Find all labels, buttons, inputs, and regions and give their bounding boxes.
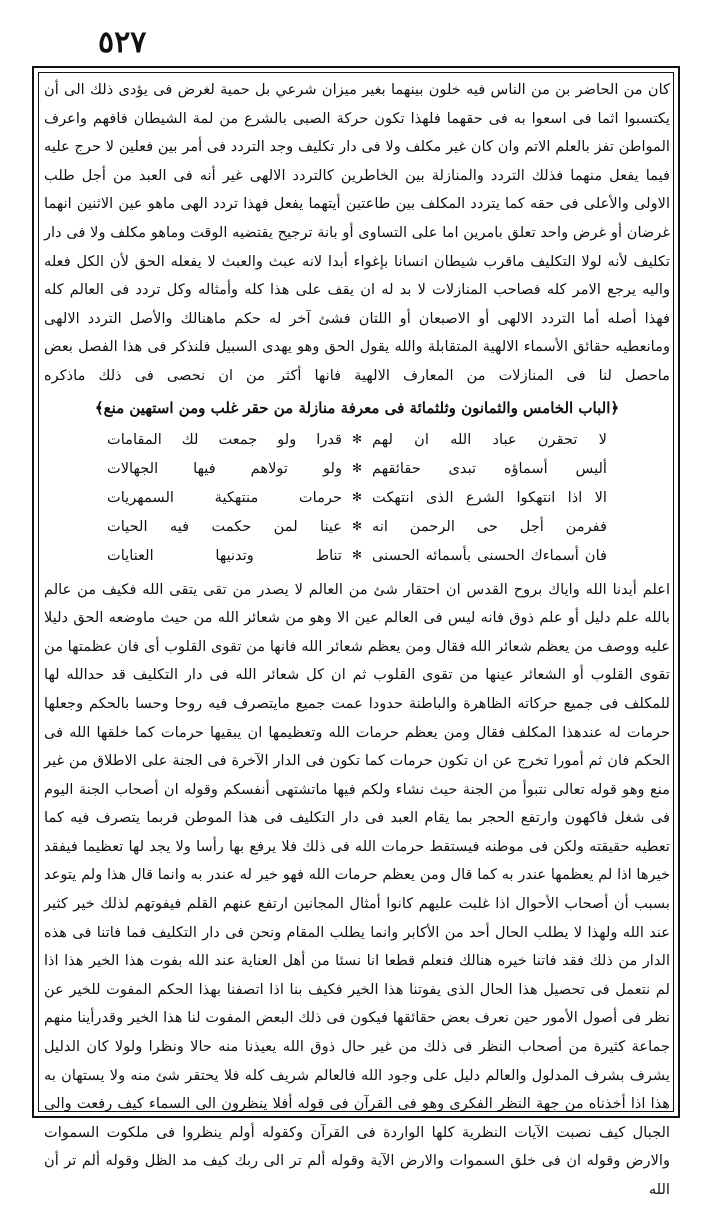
chapter-heading: ﴿الباب الخامس والثمانون وثلثمائة فى معرفة منازلة من حقر غلب ومن استهين منع﴾ [94, 398, 620, 417]
star-separator-icon: ✻ [351, 431, 363, 446]
verse [107, 425, 607, 454]
poem [107, 425, 607, 570]
star-separator-icon: ✻ [351, 547, 363, 562]
verse-second-hemistich: تناط وتدنيها العنايات [107, 546, 342, 564]
star-separator-icon: ✻ [351, 518, 363, 533]
page-number: ٥٢٧ [98, 25, 147, 60]
verse [107, 541, 607, 570]
verse-second-hemistich: ولو تولاهم فيها الجهالات [107, 459, 342, 477]
paragraph-main: اعلم أيدنا الله واياك بروح القدس ان احتقار شئ من العالم لا يصدر من تقى يتقى الله فكيف من عالم بالله علم دليل أو علم ذوق فانه ليس فى العالم عين الا وهو من شعائر الله من حيث ماوضعه الحق دليلا عليه ووصف من يعظم شعائر الله فقال ومن يعظم شعائر الله فانها من تقوى القلوب أى فان عظمتها من تقوى القلوب أو الشعائر عينها من تقوى القلوب ثم ان كل شعائر الله فى دار التكليف قد حدالله لها للمكلف فى جميع حركاته الظاهرة والباطنة حدودا عمت جميع مايتصرف فيه روحا وحسا بالحكم وجعلها حرمات له عندهذا المكلف فقال ومن يعظم حرمات الله وتعظيمها ان يبقيها حرمات كما خلقها الله فى الحكم فان ثم أمورا تخرج عن ان تكون حرمات كما تكون فى الدار الآخرة فى الجنة على الاطلاق من غير منع وهو قوله تعالى نتبوأ من الجنة حيث نشاء ولكم فيها ماتشتهى أنفسكم وقوله ان أصحاب الجنة اليوم فى شغل فاكهون وارتفع الحجر بما يقام العبد فى دار التكليف فى هذا الموطن فربما يتصرف فيه كما تعطيه حقيقته ولكن فى موطنه فيستقط حرمات الله فى ذلك فلا يرفع بها رأسا ولا يجد لها تعظيما فيفقد خيرها اذا لم يعظمها عندر به كما قال ومن يعظم حرمات الله فهو خير له عندر به وانما قال هذا ولم يتوعد بسبب أن أصحاب الأحوال اذا غلبت عليهم كانوا أمثال المجانين ارتفع عنهم القلم فيفوتهم لذلك خير كثير عند الله ولهذا لا يطلب الحال أحد من الأكابر وانما يطلب المقام ونحن فى دار التكليف فما فاتنا فى هذه الدار من ذلك فقد فاتنا خيره هنالك فنعلم قطعا انا نسئا من أهل العناية عند الله بفوت هذا الخير هذا اذا لم نتعمل فى تحصيل هذا الحال الذى يفوتنا هذا الخير فكيف بنا اذا اتصفنا بهذا الحكم المفوت للخير عن نظر فى أصول الأمور حين نعرف بعض حقائقها فيكون فى ذلك البعض المفوت لنا هذا الخير وقدرأينا منهم جماعة كثيرة من أصحاب النظر فى ذلك من غير حال ذوق الله يعيذنا منه حالا ونظرا ولولا كان الدليل يشرف بشرف المدلول والعالم دليل على وجود الله فالعالم شريف كله فلا يحتقر شئ منه ولا يستهان به هذا اذا أخذناه من جهة النظر الفكرى وهو فى القرآن فى قوله أفلا ينظرون الى السماء كيف رفعت والى الجبال كيف نصبت الآيات النظرية كلها الواردة فى القرآن وكقوله أولم ينظروا فى ملكوت السموات والارض وقوله ان فى خلق السموات والارض الآية وقوله ألم تر الى ربك كيف مد الظل وقوله ألم تر أن الله [44, 580, 670, 1198]
verse-first-hemistich: ففرمن أجل حى الرحمن انه [372, 517, 607, 535]
star-separator-icon: ✻ [351, 489, 363, 504]
page-body [44, 76, 670, 1205]
verse-second-hemistich: قدرا ولو جمعت لك المقامات [107, 430, 342, 448]
verse-first-hemistich: أليس أسماؤه تبدى حقائقهم [372, 459, 607, 477]
star-separator-icon: ✻ [351, 460, 363, 475]
verse-first-hemistich: لا تحقرن عباد الله ان لهم [372, 430, 607, 448]
verse-first-hemistich: فان أسماءك الحسنى بأسمائه الحسنى [372, 546, 607, 564]
verse-first-hemistich: الا اذا انتهكوا الشرع الذى انتهكت [372, 488, 607, 506]
verse-second-hemistich: عينا لمن حكمت فيه الحيات [107, 517, 342, 535]
verse-second-hemistich: حرمات منتهكية السمهريات [107, 488, 342, 506]
verse [107, 512, 607, 541]
verse [107, 454, 607, 483]
verse [107, 483, 607, 512]
paragraph-opening: كان من الحاضر بن من الناس فيه خلون بينهما بغير ميزان شرعي بل حمية لغرض فى يؤدى ذلك الى أن يكتسبوا اثما فى اسعوا به فى حقهما فلهذا تكون حركة الصبى بالشرع من لمة الشيطان فافهم واعرف المواطن تفز بالعلم الاتم وان كان غير مكلف ولا فى دار تكليف وجد التردد فى أمر بين فعلين لا حرج عليه فيما يفعل منهما فذلك التردد والمنازلة بين الخاطرين كالتردد الالهى غير أنه فى العبد من أجل طلب الاولى والأعلى فى حقه كما يتردد المكلف بين طاعتين أيتهما يفعل فهذا تردد الهى ماهو عين الاثنين انهما غرضان أو غرض واحد تعلق بامرين اما على التساوى أو بانة ترجيح يقتضيه الوقت وماهو مكلف ولا فى دار تكليف لأنه لولا التكليف ماقرب شيطان انسانا بإغواء أبدا لانه عبث والعبث لا يفعله الحق لأن الكل فعله واليه يرجع الامر كله فصاحب المنازلات لا بد له ان يقف على هذا كله وأمثاله وكل تردد فى العالم كله فهذا أصله أما التردد الالهى أو الاصبعان أو اللتان فشئ آخر له حكم ماهنالك والأصل التردد الالهى ومانعطيه حقائق الأسماء الالهية المتقابلة والله يقول الحق وهو يهدى السبيل فلنذكر فى هذا الفصل بعض ماحصل لنا فى المنازلات من المعارف الالهية فانها أكثر من ان نحصى فى ذلك ماذكره [44, 81, 670, 384]
